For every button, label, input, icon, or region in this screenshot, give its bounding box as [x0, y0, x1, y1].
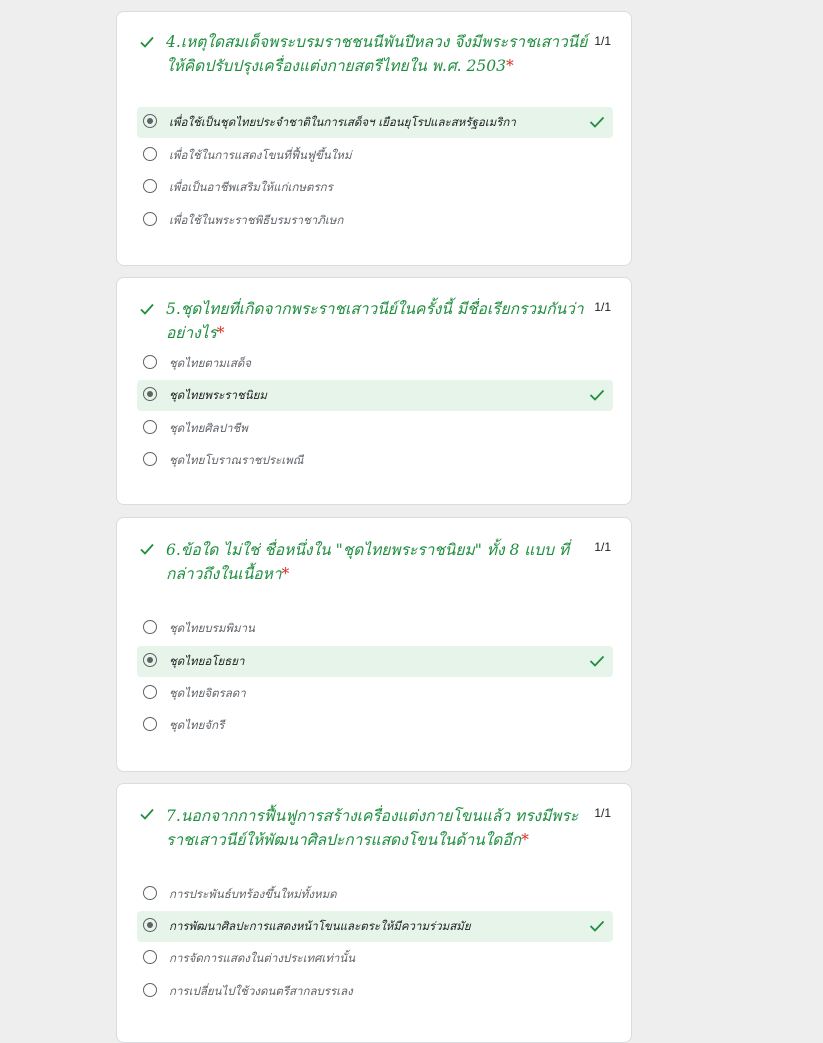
- radio-button[interactable]: [143, 620, 157, 634]
- radio-button[interactable]: [143, 452, 157, 466]
- option-row[interactable]: [137, 348, 613, 379]
- question-title: 5.ชุดไทยที่เกิดจากพระราชเสาวนีย์ในครั้งนี้ มีชื่อเรียกรวมกันว่าอย่างไร*: [166, 300, 584, 342]
- radio-button[interactable]: [143, 685, 157, 699]
- option-label: การพัฒนาศิลปะการแสดงหน้าโขนและตระให้มีความร่วมสมัย: [169, 919, 471, 933]
- required-mark: *: [521, 831, 529, 849]
- required-mark: *: [281, 565, 290, 583]
- option-row[interactable]: [137, 613, 613, 644]
- check-icon: [589, 388, 605, 402]
- option-row[interactable]: [137, 710, 613, 741]
- score: 1/1: [594, 806, 611, 820]
- required-mark: *: [216, 324, 225, 342]
- option-label: ชุดไทยจักรี: [169, 718, 225, 732]
- check-icon: [139, 806, 155, 822]
- option-label: การจัดการแสดงในต่างประเทศเท่านั้น: [169, 951, 356, 965]
- option-label: ชุดไทยศิลปาชีพ: [169, 421, 248, 435]
- question-title: 6.ข้อใด ไม่ใช่ ชื่อหนึ่งใน "ชุดไทยพระราชนิยม" ทั้ง 8 แบบ ที่กล่าวถึงในเนื้อหา*: [166, 541, 570, 583]
- option-row[interactable]: [137, 943, 613, 974]
- option-label: ชุดไทยพระราชนิยม: [169, 388, 267, 402]
- radio-button[interactable]: [143, 950, 157, 964]
- score: 1/1: [594, 34, 611, 48]
- option-label: ชุดไทยโบราณราชประเพณี: [169, 453, 304, 467]
- score: 1/1: [594, 540, 611, 554]
- option-row[interactable]: [137, 205, 613, 236]
- option-row[interactable]: [137, 380, 613, 411]
- option-label: ชุดไทยอโยธยา: [169, 654, 245, 668]
- check-icon: [139, 34, 155, 50]
- radio-button[interactable]: [143, 420, 157, 434]
- option-label: ชุดไทยตามเสด็จ: [169, 356, 252, 370]
- radio-selected[interactable]: [143, 387, 157, 401]
- option-label: เพื่อใช้ในการแสดงโขนที่ฟื้นฟูขึ้นใหม่: [169, 148, 352, 162]
- radio-button[interactable]: [143, 147, 157, 161]
- score: 1/1: [594, 300, 611, 314]
- option-label: ชุดไทยจิตรลดา: [169, 686, 246, 700]
- check-icon: [589, 654, 605, 668]
- option-label: เพื่อใช้เป็นชุดไทยประจำชาติในการเสด็จฯ เยือนยุโรปและสหรัฐอเมริกา: [169, 115, 516, 129]
- check-icon: [139, 301, 155, 317]
- option-label: เพื่อใช้ในพระราชพิธีบรมราชาภิเษก: [169, 213, 344, 227]
- radio-selected[interactable]: [143, 653, 157, 667]
- question-card-6: [116, 517, 632, 772]
- question-card-5: [116, 277, 632, 505]
- radio-button[interactable]: [143, 355, 157, 369]
- option-row[interactable]: [137, 879, 613, 910]
- option-label: การประพันธ์บทร้องขึ้นใหม่ทั้งหมด: [169, 887, 337, 901]
- option-row[interactable]: [137, 107, 613, 138]
- option-label: การเปลี่ยนไปใช้วงดนตรีสากลบรรเลง: [169, 984, 353, 998]
- required-mark: *: [505, 57, 514, 75]
- radio-button[interactable]: [143, 886, 157, 900]
- radio-selected[interactable]: [143, 114, 157, 128]
- radio-button[interactable]: [143, 717, 157, 731]
- check-icon: [589, 919, 605, 933]
- check-icon: [589, 115, 605, 129]
- option-row[interactable]: [137, 678, 613, 709]
- option-row[interactable]: [137, 140, 613, 171]
- question-card-4: [116, 11, 632, 266]
- question-title: 7.นอกจากการฟื้นฟูการสร้างเครื่องแต่งกายโขนแล้ว ทรงมีพระราชเสาวนีย์ให้พัฒนาศิลปะการแสดงโขนในด้านใดอีก*: [166, 807, 579, 849]
- radio-button[interactable]: [143, 179, 157, 193]
- option-row[interactable]: [137, 646, 613, 677]
- option-row[interactable]: [137, 413, 613, 444]
- question-card-7: [116, 783, 632, 1043]
- check-icon: [139, 541, 155, 557]
- option-row[interactable]: [137, 445, 613, 476]
- radio-button[interactable]: [143, 983, 157, 997]
- option-label: เพื่อเป็นอาชีพเสริมให้แก่เกษตรกร: [169, 180, 333, 194]
- option-label: ชุดไทยบรมพิมาน: [169, 621, 255, 635]
- radio-selected[interactable]: [143, 918, 157, 932]
- question-title: 4.เหตุใดสมเด็จพระบรมราชชนนีพันปีหลวง จึงมีพระราชเสาวนีย์ให้คิดปรับปรุงเครื่องแต่งกายสตรีไทยใน พ.ศ. 2503*: [166, 33, 588, 75]
- option-row[interactable]: [137, 976, 613, 1007]
- option-row[interactable]: [137, 172, 613, 203]
- radio-button[interactable]: [143, 212, 157, 226]
- option-row[interactable]: [137, 911, 613, 942]
